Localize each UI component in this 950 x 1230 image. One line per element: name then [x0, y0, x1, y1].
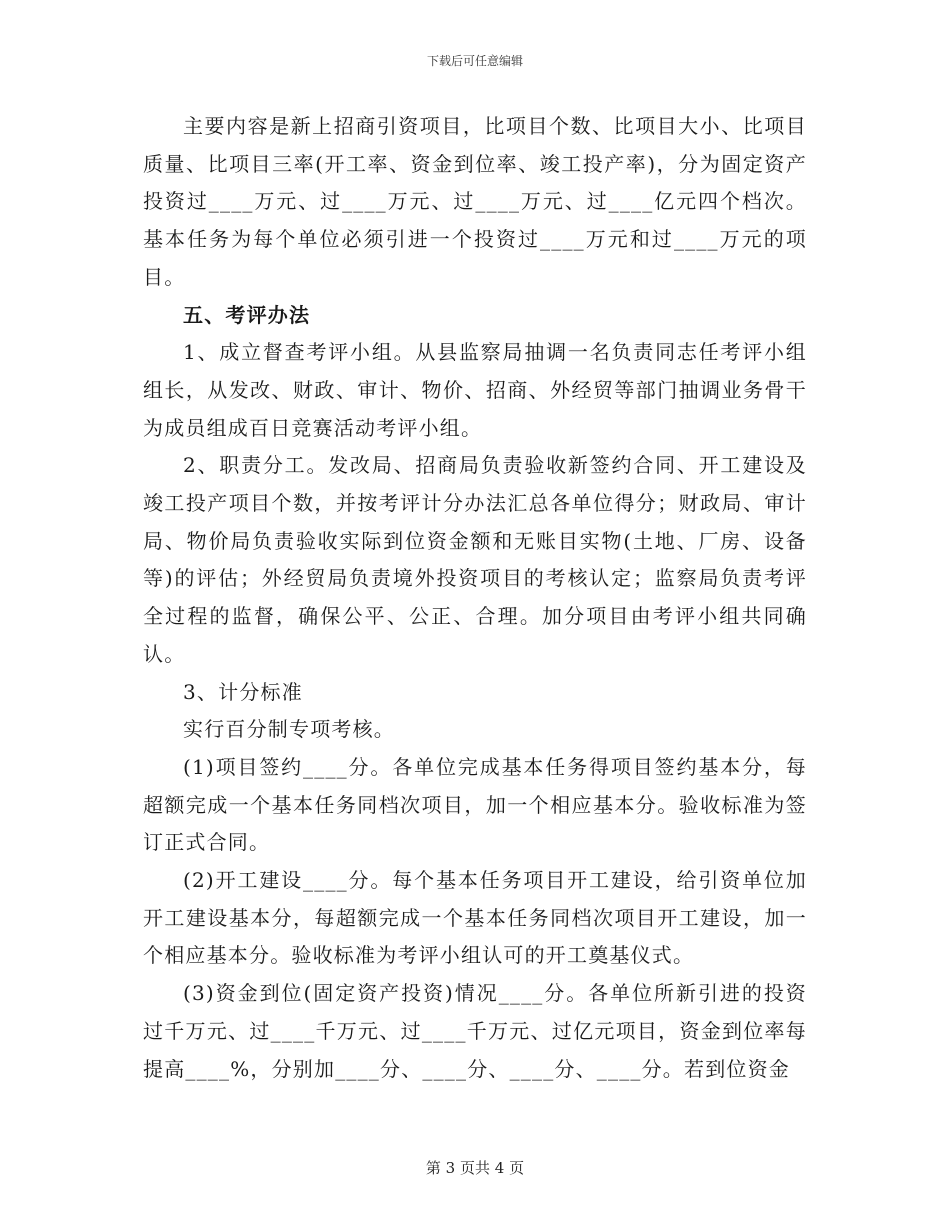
paragraph-responsibilities: 2、职责分工。发改局、招商局负责验收新签约合同、开工建设及竣工投产项目个数，并按考评计分办法汇总各单位得分；财政局、审计局、物价局负责验收实际到位资金额和无账目实物(土地、厂房、设备等)的评估；外经贸局负责境外投资项目的考核认定；监察局负责考评全过程的监督，确保公平、公正、合理。加分项目由考评小组共同确认。 — [143, 453, 807, 666]
paragraph-main-content: 主要内容是新上招商引资项目，比项目个数、比项目大小、比项目质量、比项目三率(开工率、资金到位率、竣工投产率)，分为固定资产投资过____万元、过____万元、过____万元、过____亿元四个档次。基本任务为每个单位必须引进一个投资过____万元和过____万元的项目。 — [143, 114, 807, 289]
paragraph-project-signing: (1)项目签约____分。各单位完成基本任务得项目签约基本分，每超额完成一个基本任务同档次项目，加一个相应基本分。验收标准为签订正式合同。 — [143, 754, 807, 855]
page-footer: 第 3 页共 4 页 — [425, 1159, 525, 1177]
document-body — [143, 108, 807, 1088]
page-header: 下载后可任意编辑 — [426, 54, 523, 68]
paragraph-evaluation-group: 1、成立督查考评小组。从县监察局抽调一名负责同志任考评小组组长，从发改、财政、审计、物价、招商、外经贸等部门抽调业务骨干为成员组成百日竞赛活动考评小组。 — [143, 340, 807, 440]
paragraph-capital-in-place: (3)资金到位(固定资产投资)情况____分。各单位所新引进的投资过千万元、过____千万元、过____千万元、过亿元项目，资金到位率每提高____%，分别加____分、____分、____分、____分。若到位资金 — [143, 981, 807, 1081]
section-heading-evaluation-method: 五、考评办法 — [183, 302, 311, 327]
paragraph-construction-start: (2)开工建设____分。每个基本任务项目开工建设，给引资单位加开工建设基本分，每超额完成一个基本任务同档次项目开工建设，加一个相应基本分。验收标准为考评小组认可的开工奠基仪式。 — [143, 868, 807, 968]
paragraph-percentage-system: 实行百分制专项考核。 — [183, 717, 395, 742]
paragraph-scoring-standard-title: 3、计分标准 — [183, 679, 303, 704]
